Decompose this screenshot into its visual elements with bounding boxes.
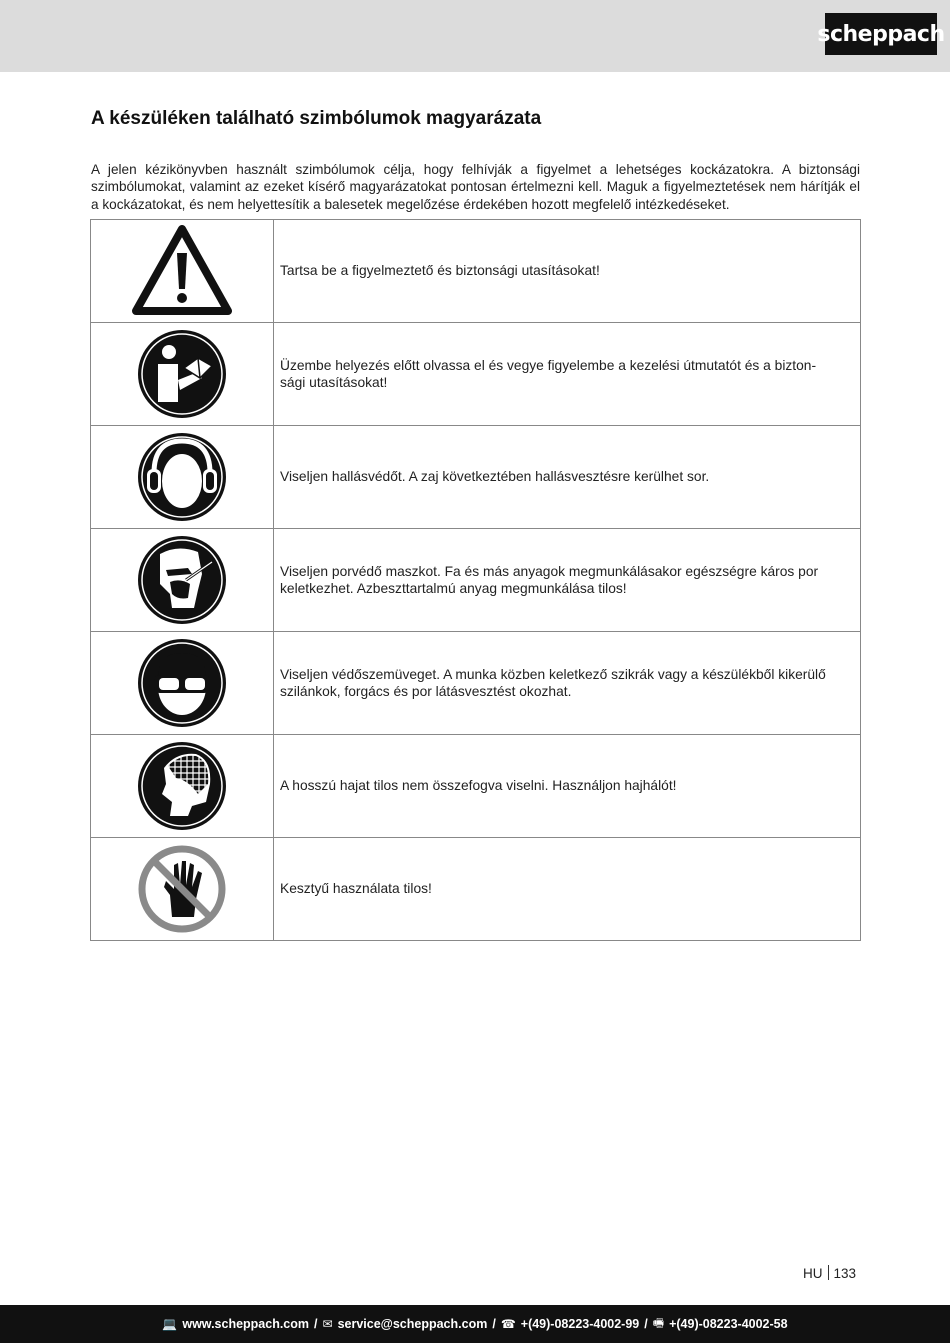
symbol-cell [91, 735, 274, 838]
symbol-cell [91, 323, 274, 426]
footer-separator: / [314, 1317, 318, 1331]
read-manual-icon [136, 328, 228, 420]
fax-icon: 🖷 [652, 1315, 665, 1330]
symbol-description: Viseljen hallásvédőt. A zaj következtében hallásvesztésre kerülhet sor. [274, 426, 861, 529]
symbol-cell [91, 220, 274, 323]
table-row [91, 838, 861, 941]
symbol-description: Tartsa be a figyelmeztető és biztonsági utasításokat! [274, 220, 861, 323]
symbol-description: Viseljen porvédő maszkot. Fa és más anyagok megmunkálásakor egészségre káros por keletkezhet. Azbeszttartalmú anyag megmunkálása tilos! [274, 529, 861, 632]
intro-paragraph: A jelen kézikönyvben használt szimbólumok célja, hogy felhívják a figyelmet a lehetséges kockázatokra. A biztonsági szimbólumokat, valamint az ezeket kísérő magyarázatokat pontosan értelmezni kell. Maguk a figyelmeztetések nem hárítják el a kockázatokat, és nem helyettesítik a balesetek megelőzése érdekében hozott megfelelő intézkedéseket. [91, 161, 860, 212]
page-number [803, 1265, 856, 1281]
symbol-cell [91, 632, 274, 735]
symbol-description: A hosszú hajat tilos nem összefogva viselni. Használjon hajhálót! [274, 735, 861, 838]
footer-website-link[interactable]: www.scheppach.com [182, 1317, 310, 1331]
footer-phone: +(49)-08223-4002-99 [520, 1317, 640, 1331]
page-separator [828, 1265, 829, 1280]
scheppach-logo: scheppach [825, 13, 937, 55]
page-number-value: 133 [833, 1266, 857, 1281]
footer-bar [0, 1305, 950, 1343]
symbol-description: Kesztyű használata tilos! [274, 838, 861, 941]
footer-separator: / [492, 1317, 496, 1331]
table-row [91, 220, 861, 323]
footer-separator: / [644, 1317, 648, 1331]
warning-triangle-icon [130, 223, 234, 319]
header-band [0, 0, 950, 72]
page-title: A készüléken található szimbólumok magyarázata [91, 108, 542, 129]
mail-icon: ✉ [322, 1317, 333, 1331]
symbol-cell [91, 838, 274, 941]
hairnet-icon [136, 740, 228, 832]
dust-mask-icon [136, 534, 228, 626]
language-code: HU [803, 1266, 823, 1281]
symbols-table [90, 219, 861, 941]
no-gloves-icon [136, 843, 228, 935]
footer-email-link[interactable]: service@scheppach.com [337, 1317, 488, 1331]
safety-goggles-icon [136, 637, 228, 729]
symbol-cell [91, 529, 274, 632]
computer-icon: 💻 [162, 1317, 178, 1331]
table-row [91, 529, 861, 632]
table-row [91, 323, 861, 426]
phone-icon: ☎ [500, 1317, 516, 1331]
symbol-cell [91, 426, 274, 529]
table-row [91, 426, 861, 529]
symbol-description: Viseljen védőszemüveget. A munka közben keletkező szikrák vagy a készülékből kikerülő szilánkok, forgács és por látásvesztést okozhat. [274, 632, 861, 735]
ear-protection-icon [136, 431, 228, 523]
table-row [91, 735, 861, 838]
table-row [91, 632, 861, 735]
footer-fax: +(49)-08223-4002-58 [669, 1317, 788, 1331]
symbol-description: Üzembe helyezés előtt olvassa el és vegye figyelembe a kezelési útmutatót és a bizton- sági utasításokat! [274, 323, 861, 426]
